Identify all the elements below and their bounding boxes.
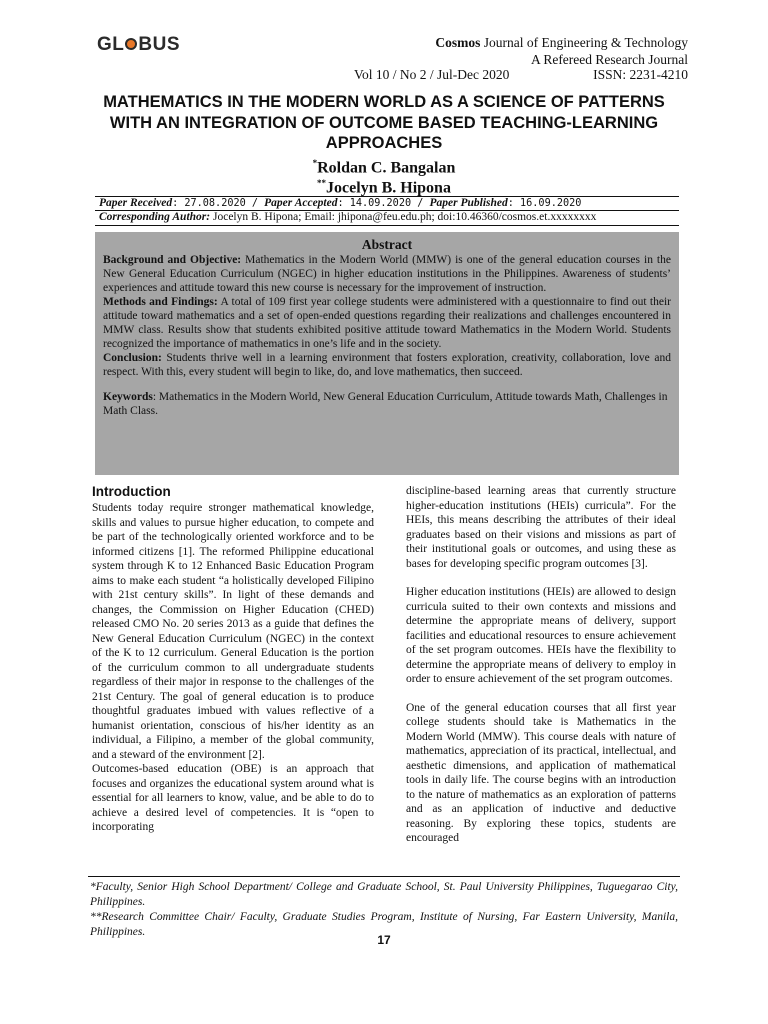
paper-dates: Paper Received: 27.08.2020 / Paper Accepted: 14.09.2020 / Paper Published: 16.09.2020 <box>99 197 582 209</box>
left-column <box>92 484 374 835</box>
author-1: *Roldan C. Bangalan <box>312 158 456 177</box>
abstract-heading: Abstract <box>361 237 413 252</box>
paragraph: One of the general education courses that all first year college students should take is Mathematics in the Modern World (MMW). This course deals with nature of mathematics, appreciation of its practical, intellectual, and aesthetic dimensions, and application of mathematical tools in daily life. The course begins with an introduction to the nature of mathematics as an exploration of patterns and as an application of inductive and deductive reasoning. By exploring these topics, students are encouraged <box>406 701 676 844</box>
paragraph: discipline-based learning areas that currently structure higher-education institutions (HEIs) curricula”. For the HEIs, this means describing the attributes of their ideal graduates based on their visions and missions as part of their institutional goals or outcomes, and using these as bases for developing specific program outcomes [3]. <box>406 485 676 570</box>
paragraph: Students today require stronger mathematical knowledge, skills and values to pursue higher education, to compete and be part of the technologically oriented workforce and to be informed citizens [1]. The reformed Philippine educational system through K to 12 Enhanced Basic Education Program aims to make each student “a holistically developed Filipino with 21st century skills”. In light of these demands and changes, the Commission on Higher Education (CHED) released CMO No. 20 series 2013 as a guide that defines the New General Education Curriculum (NGEC) in the context of the K to 12 curriculum. General Education is the portion of the curriculum common to all undergraduate students regardless of their major in response to the challenges of the 21st Century. The goal of general education is to produce thoughtful graduates imbued with values reflective of a humanist orientation, conscious of his/her identity as an individual, a Filipino, a member of the global community, and a steward of the environment [2]. <box>92 502 374 761</box>
footnote-divider <box>88 876 680 877</box>
volume-row <box>354 67 688 83</box>
volume-info: Vol 10 / No 2 / Jul-Dec 2020 <box>354 67 510 82</box>
journal-header <box>435 34 688 68</box>
paragraph: Outcomes-based education (OBE) is an approach that focuses and organizes the educational system around what is essential for all learners to know, value, and be able to do to achieve a desired level of competencies. It is “open to incorporating <box>92 763 374 833</box>
page-number: 17 <box>377 933 391 947</box>
logo-text-right: BUS <box>138 34 181 55</box>
abstract-box <box>95 232 679 475</box>
corresponding-author: Corresponding Author: Jocelyn B. Hipona; Email: jhipona@feu.edu.ph; doi:10.46360/cosmos.et.xxxxxxxx <box>99 211 597 223</box>
journal-subtitle: A Refereed Research Journal <box>530 52 688 67</box>
journal-logo <box>97 34 180 56</box>
footnote-2: **Research Committee Chair/ Faculty, Graduate Studies Program, Institute of Nursing, Far Eastern University, Manila, Philippines. <box>90 911 678 938</box>
abstract-conclusion: Conclusion: Students thrive well in a learning environment that fosters exploration, creativity, collaboration, love and respect. With this, every student will begin to like, do, and love mathematics, then succeed. <box>103 352 671 378</box>
divider <box>95 225 679 226</box>
footnote-1: *Faculty, Senior High School Department/ College and Graduate School, St. Paul University Philippines, Tuguegarao City, Philippines. <box>90 881 678 908</box>
abstract-background: Background and Objective: Mathematics in the Modern World (MMW) is one of the general education courses in the New General Education Curriculum (NGEC) in higher education institutions in the Philippines. Awareness of students’ experiences and attitude toward this new course is necessary for the improvement of instruction. <box>103 254 671 294</box>
section-heading: Introduction <box>92 484 171 499</box>
logo-text-left: GL <box>97 34 125 55</box>
abstract-methods: Methods and Findings: A total of 109 first year college students were administered with a questionnaire to find out their attitude toward mathematics and a set of open-ended questions regarding their realizations and challenges encountered in MMW class. Results show that students exhibited positive attitude toward Mathematics in the Modern World. Students recognized the importance of mathematics in one’s life and in the society. <box>103 296 671 350</box>
right-column <box>406 484 676 846</box>
issn: ISSN: 2231-4210 <box>593 67 688 82</box>
keywords: Keywords: Mathematics in the Modern World, New General Education Curriculum, Attitude towards Math, Challenges in Math Class. <box>103 391 668 417</box>
paragraph: Higher education institutions (HEIs) are allowed to design curricula suited to their own contexts and missions and determine the appropriate means of delivery, support facilities and educational resources to ensure achievement of the set program outcomes. HEIs have the flexibility to determine the appropriate means of delivery to employ in order to ensure achievement of the set program outcomes. <box>406 586 676 685</box>
footnotes <box>90 880 678 940</box>
author-2: **Jocelyn B. Hipona <box>317 178 451 197</box>
journal-name: Cosmos Journal of Engineering & Technology <box>435 35 688 50</box>
paper-title: MATHEMATICS IN THE MODERN WORLD AS A SCIENCE OF PATTERNS WITH AN INTEGRATION OF OUTCOME BASED TEACHING-LEARNING APPROACHES <box>103 93 665 152</box>
globe-icon <box>125 38 137 50</box>
